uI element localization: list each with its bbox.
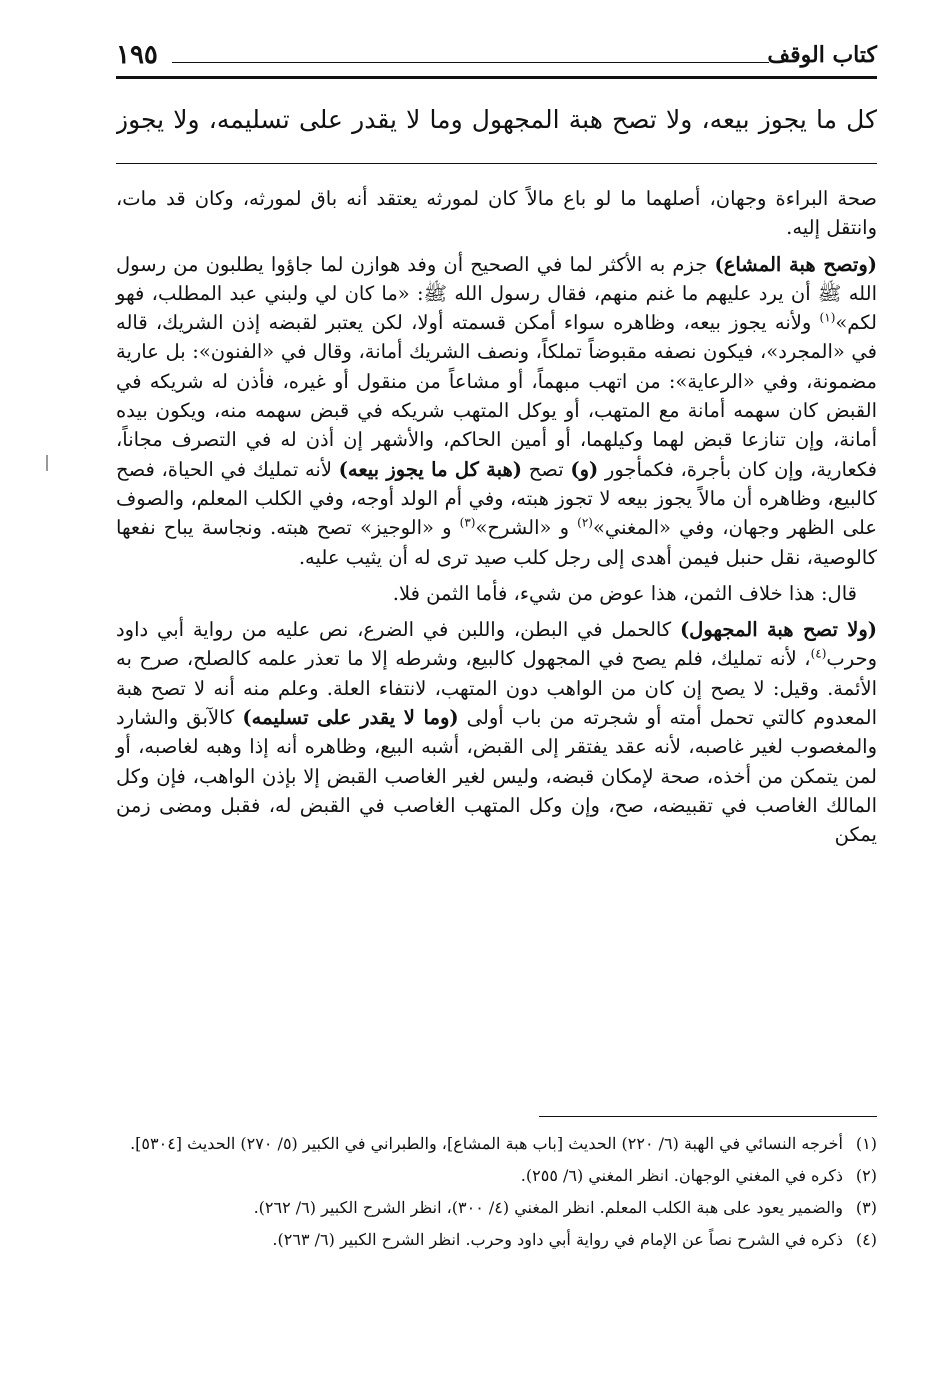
paragraph-1: صحة البراءة وجهان، أصلهما ما لو باع مالاً كان لمورثه يعتقد أنه باق لمورثه، وكان قد مات، وانتقل إليه. bbox=[116, 187, 877, 240]
paragraph-text: كالحمل في البطن، واللبن في الضرع، نص عليه من رواية أبي داود وحرب bbox=[116, 618, 877, 671]
footnote-number: (١) bbox=[855, 1134, 877, 1153]
footnote-text: ذكره في المغني الوجهان. انظر المغني (٦/ ٢٥٥). bbox=[520, 1166, 843, 1185]
page-number: ١٩٥ bbox=[116, 40, 158, 70]
paragraph-text: تصح bbox=[522, 457, 571, 481]
footnote-3 bbox=[116, 1194, 877, 1222]
commentary-body bbox=[116, 184, 877, 857]
bold-phrase: (و) bbox=[570, 457, 599, 481]
footnote-ref-1[interactable]: (١) bbox=[819, 310, 836, 325]
paragraph-3: قال: هذا خلاف الثمن، هذا عوض من شيء، فأما الثمن فلا. bbox=[392, 581, 857, 605]
footnotes bbox=[116, 1130, 877, 1258]
footnote-number: (٤) bbox=[855, 1230, 877, 1249]
footnote-text: أخرجه النسائي في الهبة (٦/ ٢٢٠) الحديث [باب هبة المشاع]، والطبراني في الكبير (٥/ ٢٧٠) الحديث [٥٣٠٤]. bbox=[130, 1134, 843, 1153]
bold-phrase: (وتصح هبة المشاع) bbox=[714, 252, 877, 276]
paragraph-text: جزم به الأكثر لما في الصحيح أن وفد هوازن لما جاؤوا يطلبون من رسول الله ﷺ أن يرد عليهم ما غنم منهم، فقال رسول الله ﷺ: «ما كان لي ولبني عبد المطلب، فهو لكم» bbox=[116, 252, 877, 335]
paragraph-2 bbox=[116, 250, 877, 572]
paragraph-text: كالآبق والشارد والمغصوب لغير غاصبه، لأنه عقد يفتقر إلى القبض، أشبه البيع، وظاهره أنه إذا وهبه لغاصبه، أو لمن يتمكن من أخذه، صحة لإمكان قبضه، وليس لغير الغاصب القبض إلا بإذن الواهب، فإن وكل المالك الغاصب في تقبيضه، صح، وإن وكل المتهب الغاصب في القبض له، فقبل ومضى زمن يمكن bbox=[116, 706, 877, 847]
matn-rule bbox=[116, 163, 877, 164]
footnote-1 bbox=[116, 1130, 877, 1158]
footnote-2 bbox=[116, 1162, 877, 1190]
bold-phrase: (ولا تصح هبة المجهول) bbox=[679, 618, 878, 642]
bold-phrase: (وما لا يقدر على تسليمه) bbox=[242, 706, 459, 730]
paragraph-4 bbox=[116, 615, 877, 849]
footnote-ref-4[interactable]: (٤) bbox=[810, 646, 827, 661]
header-thin-rule bbox=[172, 62, 769, 63]
footnote-ref-2[interactable]: (٢) bbox=[577, 515, 593, 530]
paragraph-text: و «الوجيز» تصح هبته. ونجاسة يباح نفعها كالوصية، نقل حنبل فيمن أهدى إلى رجل كلب صيد ترى له أن يثيب عليه. bbox=[116, 516, 877, 569]
running-header bbox=[116, 40, 877, 74]
paragraph-text: ، لأنه تمليك، فلم يصح في المجهول كالبيع، وشرطه إلا ما تعذر علمه كالصلح، صرح به الأئمة. وقيل: لا يصح إن كان من الواهب دون المتهب، لانتفاء العلة. وعلم منه أنه لا تصح هبة المعدوم كالتي تحمل أمته أو شجرته من باب أولى bbox=[116, 647, 877, 730]
footnote-text: ذكره في الشرح نصاً عن الإمام في رواية أبي داود وحرب. انظر الشرح الكبير (٦/ ٢٦٣). bbox=[272, 1230, 843, 1249]
footnote-number: (٣) bbox=[855, 1198, 877, 1217]
paragraph-text: و «الشرح» bbox=[475, 516, 578, 540]
margin-mark bbox=[46, 455, 48, 471]
footnote-number: (٢) bbox=[855, 1166, 877, 1185]
bold-phrase: (هبة كل ما يجوز بيعه) bbox=[338, 457, 523, 481]
footnote-4 bbox=[116, 1226, 877, 1254]
header-rule bbox=[116, 76, 877, 79]
footnote-ref-3[interactable]: (٣) bbox=[459, 515, 476, 530]
paragraph-text: ولأنه يجوز بيعه، وظاهره سواء أمكن قسمته أولا، لكن يعتبر لقبضه إذن الشريك، قاله في «المجرد»، فيكون نصفه مقبوضاً تملكاً، ونصف الشريك أمانة، وقال في «الفنون»: بل عارية مضمونة، وفي «الرعاية»: من اتهب مبهماً، أو مشاعاً من منقول أو غيره، فأذن له شريكه في القبض كان سهمه أمانة مع المتهب، أو يوكل المتهب شريكه في قبض سهمه منه، ويكون بيده أمانة، وإن تنازعا قبض لهما وكيلهما، أو أمين الحاكم، والأشهر إن أذن له في التصرف مجاناً، فكعارية، وإن كان بأجرة، فكمأجور bbox=[116, 311, 877, 481]
footnote-text: والضمير يعود على هبة الكلب المعلم. انظر المغني (٤/ ٣٠٠)، انظر الشرح الكبير (٦/ ٢٦٢). bbox=[253, 1198, 843, 1217]
footnote-rule bbox=[539, 1116, 877, 1117]
paragraph-text: لأنه تمليك في الحياة، فصح كالبيع، وظاهره أن مالاً يجوز بيعه لا تجوز هبته، وفي أم الولد أوجه، وفي الكلب المعلم، والصوف على الظهر وجهان، وفي «المغني» bbox=[116, 457, 877, 540]
matn-text: كل ما يجوز بيعه، ولا تصح هبة المجهول وما لا يقدر على تسليمه، ولا يجوز bbox=[116, 105, 877, 134]
book-title: كتاب الوقف bbox=[767, 42, 877, 68]
